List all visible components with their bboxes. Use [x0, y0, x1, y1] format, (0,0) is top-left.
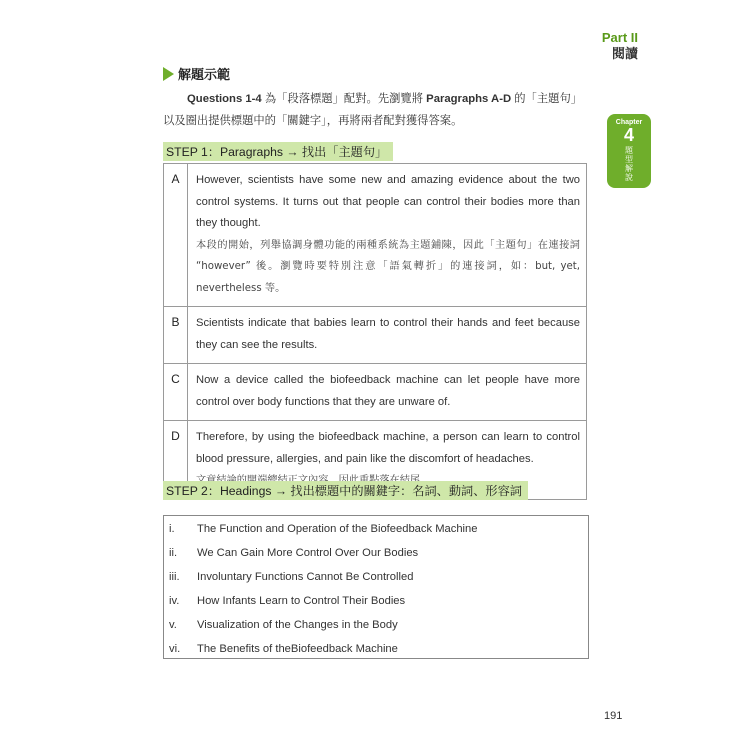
- intro-text-1: 為「段落標題」配對。先瀏覽將: [261, 93, 427, 105]
- part-title: 閱讀: [611, 46, 638, 61]
- heading-text: How Infants Learn to Control Their Bodies: [197, 595, 406, 607]
- chapter-label: Chapter: [615, 119, 643, 126]
- heading-number: vi.: [169, 643, 181, 655]
- paragraph-letter: B: [164, 307, 188, 364]
- chapter-title: 題型解說: [625, 146, 633, 182]
- paragraph-text: Therefore, by using the biofeedback machine, a person can learn to control blood pressure, allergies, and pain like the discomfort of headaches.: [196, 431, 580, 465]
- list-item: [164, 517, 588, 541]
- paragraph-cell: [188, 364, 587, 421]
- paragraph-text: However, scientists have some new and amazing evidence about the two control systems. It turns out that people can control their bodies more than they thought.: [196, 174, 580, 229]
- part-header: [602, 30, 638, 62]
- paragraph-text: Now a device called the biofeedback machine can let people have more control over body functions that they are unware of.: [196, 374, 580, 408]
- page-number: 191: [604, 710, 623, 722]
- heading-number: ii.: [169, 547, 178, 559]
- headings-list: [163, 515, 589, 659]
- chapter-number: 4: [623, 125, 634, 145]
- section-heading: [163, 64, 230, 83]
- table-row: [164, 364, 587, 421]
- questions-range: Questions 1-4: [187, 93, 262, 105]
- section-heading-text: 解題示範: [178, 67, 231, 82]
- list-item: [164, 565, 588, 589]
- step1-banner: STEP 1：Paragraphs → 找出「主題句」: [163, 142, 393, 161]
- paragraph-letter: C: [164, 364, 188, 421]
- paragraph-letter: A: [164, 164, 188, 307]
- part-label: Part II: [601, 30, 638, 45]
- table-row: [164, 307, 587, 364]
- step2-banner: STEP 2：Headings → 找出標題中的關鍵字：名詞、動詞、形容詞: [163, 481, 528, 500]
- paragraph-cell: [188, 164, 587, 307]
- paragraph-note: 本段的開始，列舉協調身體功能的兩種系統為主題鋪陳，因此「主題句」在連接詞 “however” 後。瀏覽時要特別注意「語氣轉折」的連接詞，如：but, yet, nevertheless 等。: [196, 239, 580, 294]
- heading-text: Involuntary Functions Cannot Be Controlled: [197, 571, 414, 583]
- list-item: [164, 613, 588, 637]
- intro-text-2: 的「主題句」: [511, 93, 583, 105]
- intro-paragraph: [163, 88, 593, 132]
- paragraph-letter: D: [164, 421, 188, 500]
- heading-text: The Function and Operation of the Biofeedback Machine: [197, 523, 478, 535]
- chapter-tab: [607, 114, 651, 188]
- heading-number: v.: [169, 619, 177, 631]
- paragraphs-table: [163, 163, 587, 500]
- heading-number: iii.: [169, 571, 180, 583]
- triangle-bullet-icon: [163, 67, 174, 81]
- heading-text: We Can Gain More Control Over Our Bodies: [197, 547, 419, 559]
- heading-number: iv.: [169, 595, 180, 607]
- list-item: [164, 589, 588, 613]
- list-item: [164, 541, 588, 565]
- table-row: [164, 164, 587, 307]
- heading-text: The Benefits of theBiofeedback Machine: [197, 643, 398, 655]
- paragraph-text: Scientists indicate that babies learn to control their hands and feet because they can see the results.: [196, 317, 580, 351]
- paragraphs-range: Paragraphs A-D: [426, 93, 512, 105]
- intro-line-1: [163, 88, 593, 110]
- heading-number: i.: [169, 523, 175, 535]
- intro-line-2: 以及圈出提供標題中的「關鍵字」，再將兩者配對獲得答案。: [163, 115, 463, 127]
- paragraph-cell: [188, 307, 587, 364]
- heading-text: Visualization of the Changes in the Body: [197, 619, 398, 631]
- list-item: [164, 637, 588, 661]
